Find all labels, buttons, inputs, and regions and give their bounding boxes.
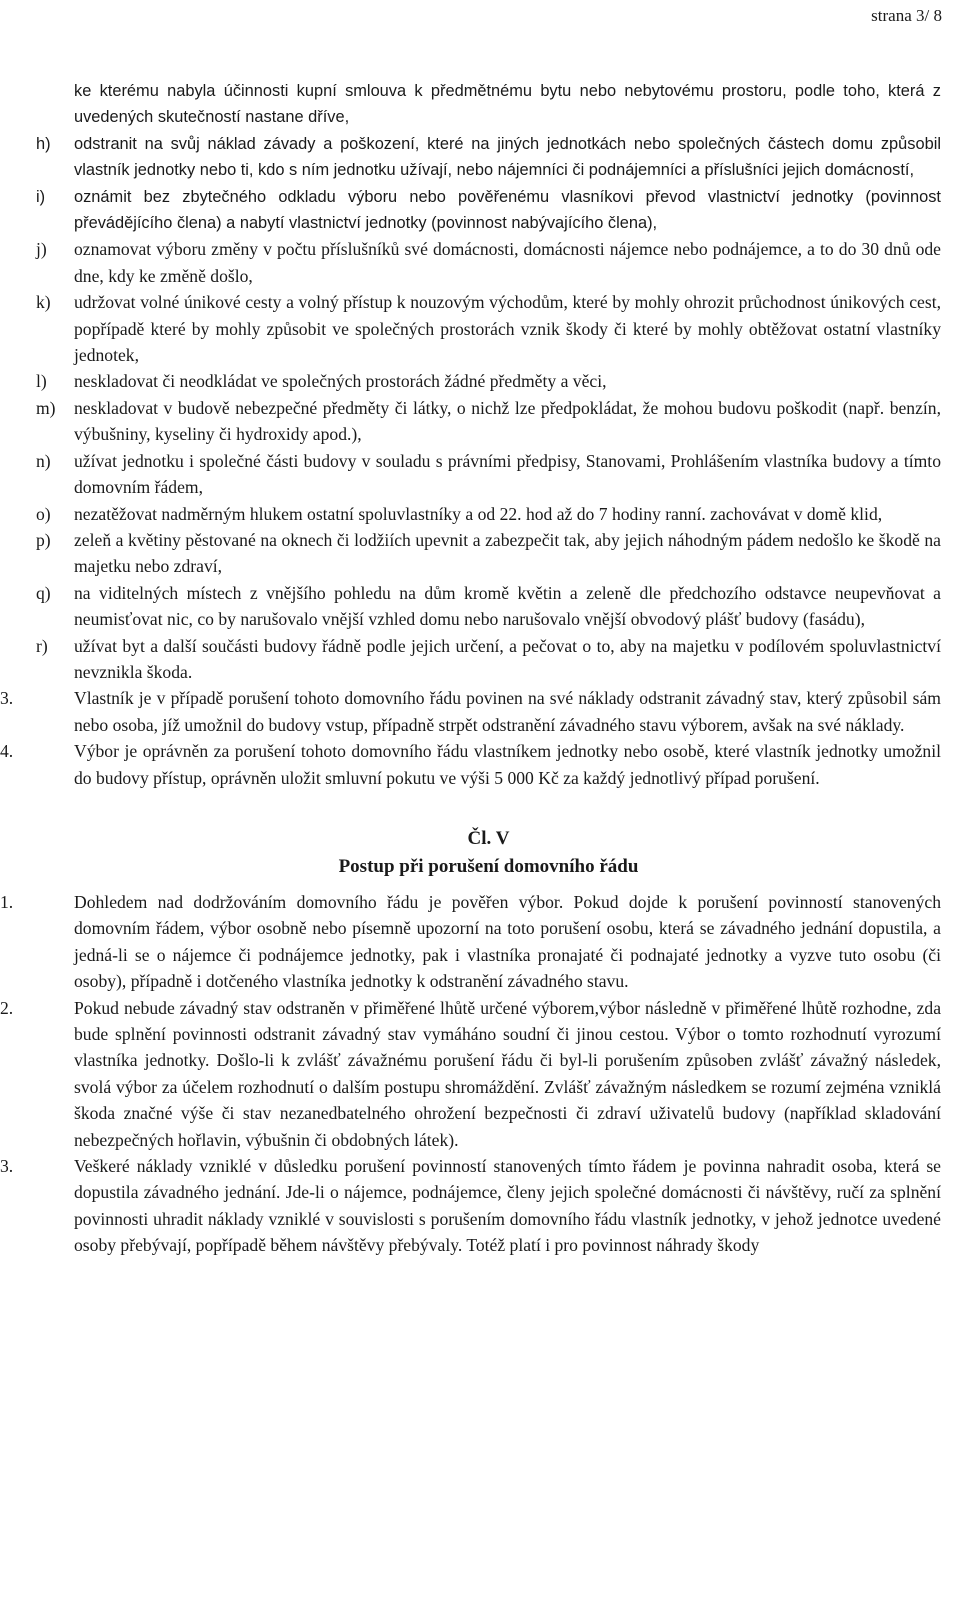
list-marker: p) (36, 529, 51, 550)
numbered-item-3 (0, 685, 941, 738)
list-item-o (36, 501, 941, 527)
list-item-j (36, 236, 941, 289)
list-item-text: na viditelných místech z vnějšího pohledu na dům kromě květin a zeleně dle předchozího odstavce neupevňovat a neumisťovat nic, co by narušovalo vnější vzhled domu nebo narušovalo vnější obvodový plášť budovy (fasádu), (74, 582, 941, 630)
numbered-item-text: Veškeré náklady vzniklé v důsledku porušení povinností stanovených tímto řádem je povinna nahradit osoba, která se dopustila závadného jednání. Jde-li o nájemce, podnájemce, členy jejich společné domácnosti či návštěvy, ručí za splnění povinnosti uhradit náklady vzniklé v souvislosti s porušením domovního řádu vlastník jednotky, v jehož jednotce uvedené osoby přebývají, popřípadě během návštěvy přebývaly. Totéž platí i pro povinnost náhrady škody (74, 1156, 941, 1256)
list-item-text: zeleň a květiny pěstované na oknech či lodžiích upevnit a zabezpečit tak, aby jejich náhodným pádem nedošlo ke škodě na majetku nebo zdraví, (74, 529, 941, 577)
page-number: strana 3/ 8 (871, 6, 942, 25)
document-body (0, 78, 941, 1259)
list-item-text: nezatěžovat nadměrným hlukem ostatní spoluvlastníky a od 22. hod až do 7 hodiny ranní. zachovávat v domě klid, (74, 503, 883, 524)
number-marker: 3. (0, 1156, 14, 1177)
list-item-n (36, 448, 941, 501)
number-marker: 2. (0, 997, 14, 1018)
numbered-item-2 (0, 995, 941, 1153)
list-item-i (36, 184, 941, 237)
list-item-text: užívat byt a další součásti budovy řádně podle jejich určení, a pečovat o to, aby na majetku v podílovém spoluvlastnictví nevznikla škoda. (74, 635, 941, 682)
list-marker: q) (36, 582, 51, 603)
list-item-text: neskladovat v budově nebezpečné předměty či látky, o nichž lze předpokládat, že mohou budovu poškodit (např. benzín, výbušniny, kyseliny či hydroxidy apod.), (74, 397, 941, 445)
list-item-text: neskladovat či neodkládat ve společných prostorách žádné předměty a věci, (74, 371, 607, 392)
number-marker: 4. (0, 741, 14, 762)
list-marker: o) (36, 503, 51, 524)
list-marker: h) (36, 134, 51, 153)
list-item-q (36, 580, 941, 633)
numbered-item-4 (0, 738, 941, 791)
numbered-item-1 (0, 889, 941, 995)
list-item-text: užívat jednotku i společné části budovy v souladu s právními předpisy, Stanovami, Prohlášením vlastníka budovy a tímto domovním řádem, (74, 450, 941, 498)
section-title: Postup při porušení domovního řádu (338, 855, 639, 877)
list-item-text: odstranit na svůj náklad závady a poškození, které na jiných jednotkách nebo společných částech domu způsobil vlastník jednotky nebo ti, kdo s ním jednotku užívají, nebo nájemníci či podnájemníci a příslušníci jejich domácností, (74, 134, 941, 180)
list-item-r (36, 633, 941, 686)
list-item-l (36, 368, 941, 394)
number-marker: 1. (0, 891, 14, 912)
numbered-item-text: Dohledem nad dodržováním domovního řádu je pověřen výbor. Pokud dojde k porušení povinností stanovených domovním řádem, výbor osobně nebo písemně upozorní na toto porušení osobu, která se závadného jednání dopustila, a jedná-li se o nájemce či podnájemce jednotky, pak i vlastníka pronajaté či podnajaté jednotky a vyzve tuto osobu (či osoby), případně i dotčeného vlastníka jednotky k odstranění závadného stavu. (74, 891, 941, 992)
list-marker: k) (36, 292, 51, 313)
list-item-k (36, 289, 941, 368)
numbered-item-text: Výbor je oprávněn za porušení tohoto domovního řádu vlastníkem jednotky nebo osobě, které vlastník jednotky umožnil do budovy přístup, oprávněn uložit smluvní pokutu ve výši 5 000 Kč za každý jednotlivý případ porušení. (74, 741, 941, 788)
numbered-item-3b (0, 1153, 941, 1259)
list-marker: n) (36, 450, 51, 471)
list-item-text: udržovat volné únikové cesty a volný přístup k nouzovým východům, které by mohly ohrozit průchodnost únikových cest, popřípadě které by mohly způsobit ve společných prostorách vznik škody či které by mohly obtěžovat ostatní vlastníky jednotek, (74, 292, 941, 366)
section-number: Čl. V (467, 827, 510, 849)
list-marker: r) (36, 635, 48, 656)
continued-paragraph: ke kterému nabyla účinnosti kupní smlouva k předmětnému bytu nebo nebytovému prostoru, podle toho, která z uvedených skutečností nastane dříve, (74, 82, 941, 127)
list-item-text: oznamovat výboru změny v počtu příslušníků své domácnosti, domácnosti nájemce nebo podnájemce, a to do 30 dnů ode dne, kdy ke změně došlo, (74, 239, 941, 286)
list-marker: m) (36, 397, 56, 418)
list-item-h (36, 131, 941, 184)
list-marker: l) (36, 371, 47, 392)
numbered-item-text: Vlastník je v případě porušení tohoto domovního řádu povinen na své náklady odstranit závadný stav, který způsobil sám nebo osoba, jíž umožnil do budovy vstup, případně strpět odstranění závadného stavu výborem, avšak na své náklady. (74, 688, 941, 735)
list-marker: i) (36, 187, 46, 206)
list-item-m (36, 395, 941, 448)
numbered-item-text: Pokud nebude závadný stav odstraněn v přiměřené lhůtě určené výborem,výbor následně v přiměřené lhůtě rozhodne, zda bude splnění povinnosti odstranit závadný stav vymáháno soudní či jinou cestou. Výbor o tomto rozhodnutí vyrozumí vlastníka jednotky. Došlo-li k zvlášť závažnému porušení řádu či byl-li porušením způsoben zvlášť závažný následek, svolá výbor za účelem rozhodnutí o dalším postupu shromáždění. Zvlášť závažným následkem se rozumí zejména vzniklá škoda značné výše či stav nezanedbatelného ohrožení bezpečnosti či zdraví uživatelů budovy (například skladování nebezpečných hořlavin, výbušnin či obdobných látek). (74, 997, 941, 1150)
list-item-p (36, 527, 941, 580)
list-marker: j) (36, 239, 47, 260)
list-item-text: oznámit bez zbytečného odkladu výboru nebo pověřenému vlasníkovi převod vlastnictví jednotky (povinnost převádějícího člena) a nabytí vlastnictví jednotky (povinnost nabývajícího člena), (74, 187, 941, 233)
number-marker: 3. (0, 688, 14, 709)
